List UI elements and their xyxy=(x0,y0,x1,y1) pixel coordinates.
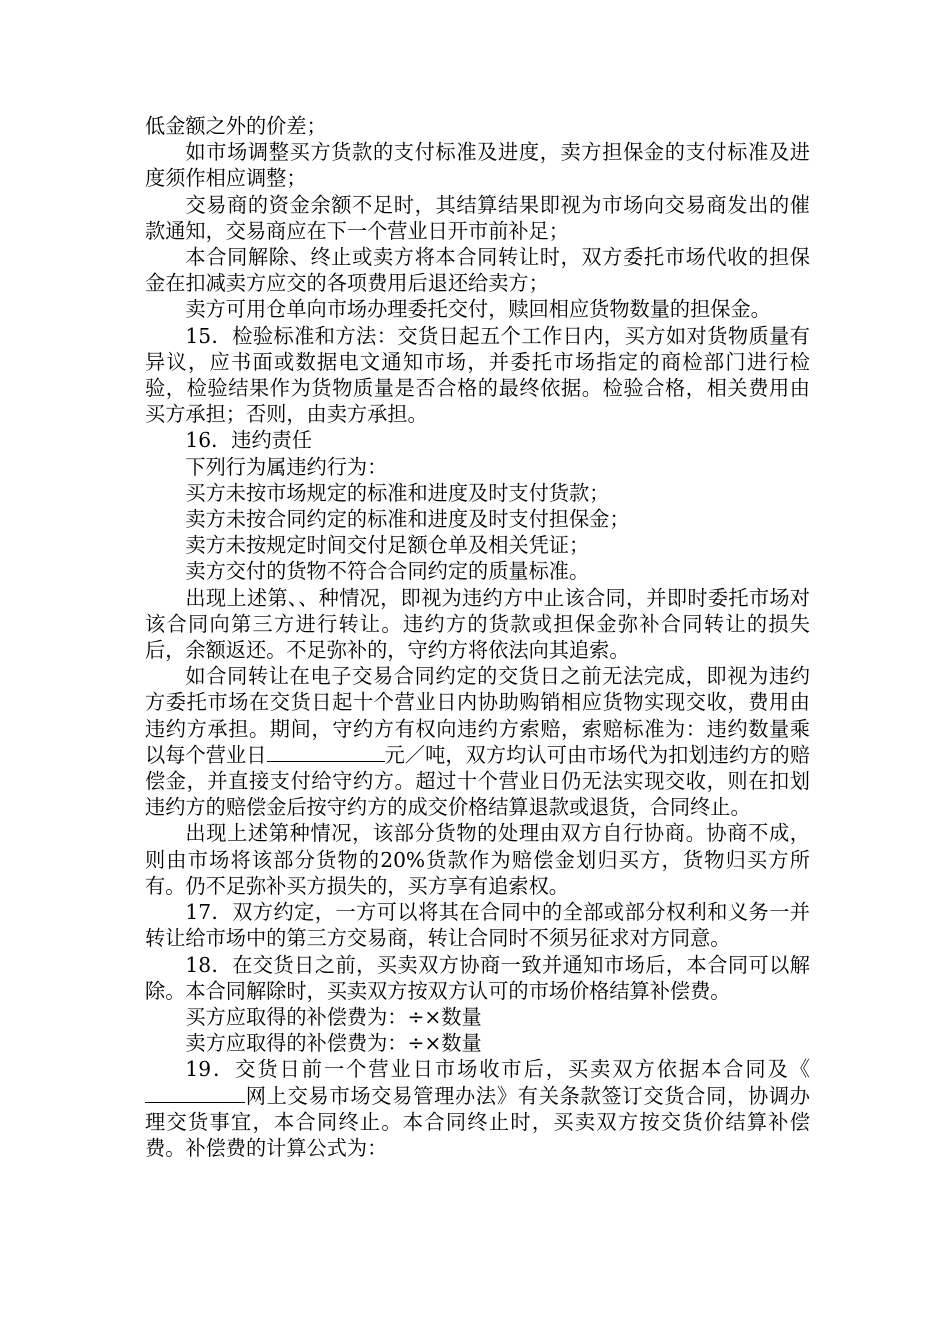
paragraph-clause-18: 18．在交货日之前，买卖双方协商一致并通知市场后，本合同可以解除。本合同解除时，买卖双方按双方认可的市场价格结算补偿费。 xyxy=(145,952,810,1003)
clause-19-text-pre: 19．交货日前一个营业日市场收市后，买卖双方依据本合同及《 xyxy=(185,1057,810,1082)
list-item: 卖方交付的货物不符合合同约定的质量标准。 xyxy=(185,559,590,584)
fill-in-blank-market-name xyxy=(145,1084,245,1103)
paragraph-breach-intro: 下列行为属违约行为： xyxy=(185,454,388,479)
paragraph-damages xyxy=(145,663,810,820)
list-item: 买方未按市场规定的标准和进度及时支付货款； xyxy=(185,480,610,505)
paragraph-termination-refund: 本合同解除、终止或卖方将本合同转让时，双方委托市场代收的担保金在扣减卖方应交的各项费用后退还给卖方； xyxy=(145,245,810,296)
formula-buyer-compensation: 买方应取得的补偿费为：÷×数量 xyxy=(185,1004,482,1029)
heading-clause-16: 16．违约责任 xyxy=(185,428,313,453)
paragraph-quality-breach: 出现上述第种情况，该部分货物的处理由双方自行协商。协商不成，则由市场将该部分货物的20%货款作为赔偿金划归买方，货物归买方所有。仍不足弥补买方损失的，买方享有追索权。 xyxy=(145,821,810,898)
paragraph-clause-19 xyxy=(145,1056,810,1161)
clause-19-text-post: 网上交易市场交易管理办法》有关条款签订交货合同，协调办理交货事宜，本合同终止。本合同终止时，买卖双方按交货价结算补偿费。补偿费的计算公式为： xyxy=(145,1083,810,1160)
list-item: 卖方未按合同约定的标准和进度及时支付担保金； xyxy=(185,507,630,532)
paragraph-warehouse-receipt: 卖方可用仓单向市场办理委托交付，赎回相应货物数量的担保金。 xyxy=(185,297,771,322)
paragraph-clause-15: 15．检验标准和方法：交货日起五个工作日内，买方如对货物质量有异议，应书面或数据电文通知市场，并委托市场指定的商检部门进行检验，检验结果作为货物质量是否合格的最终依据。检验合格，相关费用由买方承担；否则，由卖方承担。 xyxy=(145,323,810,427)
damages-text-pre: 如合同转让在电子交易合同约定的交货日之前无法完成，即视为违约方委托市场在交货日起十个营业日内协助购销相应货物实现交收，费用由违约方承担。期间，守约方有权向违约方索赔，索赔标准为：违约数量乘以每个营业日 xyxy=(145,664,810,767)
paragraph-insufficient-funds: 交易商的资金余额不足时，其结算结果即视为市场向交易商发出的催款通知，交易商应在下一个营业日开市前补足； xyxy=(145,192,810,243)
list-item: 卖方未按规定时间交付足额仓单及相关凭证； xyxy=(185,533,590,558)
paragraph-breach-transfer: 出现上述第、、种情况，即视为违约方中止该合同，并即时委托市场对该合同向第三方进行转让。违约方的货款或担保金弥补合同转让的损失后，余额返还。不足弥补的，守约方将依法向其追索。 xyxy=(145,585,810,663)
document-page xyxy=(145,113,810,1161)
paragraph-price-diff: 低金额之外的价差； xyxy=(145,114,327,138)
paragraph-market-adjust: 如市场调整买方货款的支付标准及进度，卖方担保金的支付标准及进度须作相应调整； xyxy=(145,140,810,191)
formula-seller-compensation: 卖方应取得的补偿费为：÷×数量 xyxy=(185,1031,482,1056)
fill-in-blank-amount xyxy=(267,743,385,762)
damages-text-post: 元／吨，双方均认可由市场代为扣划违约方的赔偿金，并直接支付给守约方。超过十个营业日仍无法实现交收，则在扣划违约方的赔偿金后按守约方的成交价格结算退款或退货，合同终止。 xyxy=(145,742,810,820)
paragraph-clause-17: 17．双方约定，一方可以将其在合同中的全部或部分权利和义务一并转让给市场中的第三方交易商，转让合同时不须另征求对方同意。 xyxy=(145,900,810,951)
